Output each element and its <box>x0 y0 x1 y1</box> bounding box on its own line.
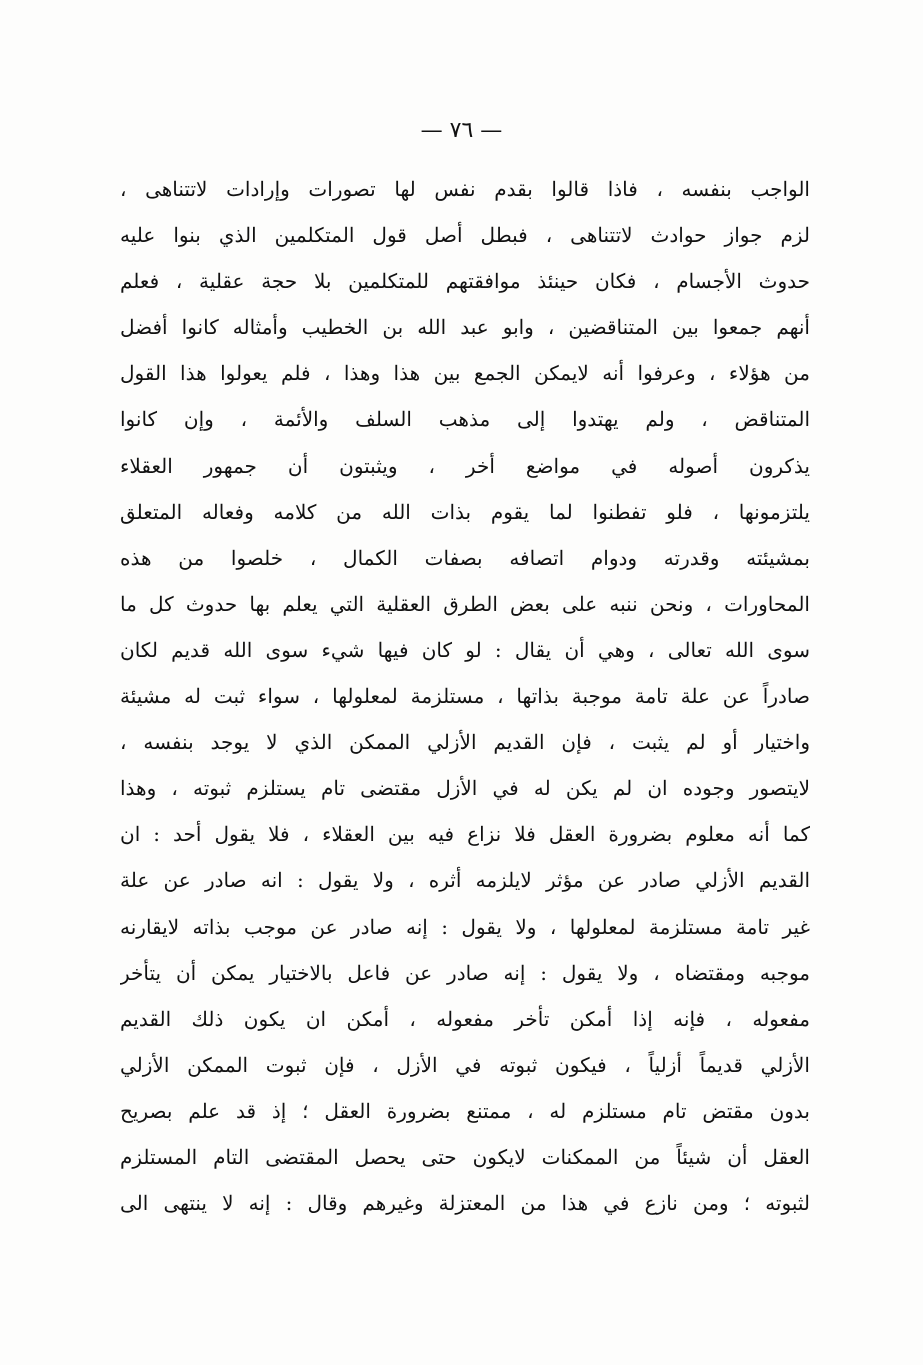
text-line: المحاورات ، ونحن ننبه على بعض الطرق العقلية التي يعلم بها حدوث كل ما <box>120 591 810 616</box>
text-line: مفعوله ، فإنه إذا أمكن تأخر مفعوله ، أمكن ان يكون ذلك القديم <box>120 1006 810 1031</box>
text-line: من هؤلاء ، وعرفوا أنه لايمكن الجمع بين هذا وهذا ، فلم يعولوا هذا القول <box>120 361 810 386</box>
text-line: بمشيئته وقدرته ودوام اتصافه بصفات الكمال ، خلصوا من هذه <box>120 545 810 570</box>
text-line: لزم جواز حوادث لاتتناهى ، فبطل أصل قول المتكلمين الذي بنوا عليه <box>120 223 810 248</box>
text-line: لايتصور وجوده ان لم يكن له في الأزل مقتضى تام يستلزم ثبوته ، وهذا <box>120 776 810 801</box>
text-line: حدوث الأجسام ، فكان حينئذ موافقتهم للمتكلمين بلا حجة عقلية ، فعلم <box>120 269 810 294</box>
text-line: بدون مقتض تام مستلزم له ، ممتنع بضرورة العقل ؛ إذ قد علم بصريح <box>120 1098 810 1123</box>
text-line: أنهم جمعوا بين المتناقضين ، وابو عبد الله بن الخطيب وأمثاله كانوا أفضل <box>120 315 810 340</box>
text-line: يذكرون أصوله في مواضع أخر ، ويثبتون أن جمهور العقلاء <box>120 453 810 478</box>
text-line: العقل أن شيئاً من الممكنات لايكون حتى يحصل المقتضى التام المستلزم <box>120 1144 810 1169</box>
page-number: — ٧٦ — <box>420 118 503 143</box>
text-line: لثبوته ؛ ومن نازع في هذا من المعتزلة وغيرهم وقال : إنه لا ينتهى الى <box>120 1191 810 1216</box>
body-text <box>120 166 810 1226</box>
text-line: صادراً عن علة تامة موجبة بذاتها ، مستلزمة لمعلولها ، سواء ثبت له مشيئة <box>120 684 810 709</box>
text-line: موجبه ومقتضاه ، ولا يقول : إنه صادر عن فاعل بالاختيار يمكن أن يتأخر <box>120 960 810 985</box>
text-line: يلتزمونها ، فلو تفطنوا لما يقوم بذات الله من كلامه وفعاله المتعلق <box>120 499 810 524</box>
text-line: كما أنه معلوم بضرورة العقل فلا نزاع فيه بين العقلاء ، فلا يقول أحد : ان <box>120 822 810 847</box>
text-line: الأزلي قديماً أزلياً ، فيكون ثبوته في الأزل ، فإن ثبوت الممكن الأزلي <box>120 1052 810 1077</box>
text-line: واختيار أو لم يثبت ، فإن القديم الأزلي الممكن الذي لا يوجد بنفسه ، <box>120 730 810 755</box>
text-line: الواجب بنفسه ، فاذا قالوا بقدم نفس لها تصورات وإرادات لاتتناهى ، <box>120 177 810 201</box>
text-line: غير تامة مستلزمة لمعلولها ، ولا يقول : إنه صادر عن موجب بذاته لايقارنه <box>120 914 810 939</box>
text-line: المتناقض ، ولم يهتدوا إلى مذهب السلف والأئمة ، وإن كانوا <box>120 407 810 432</box>
text-line: سوى الله تعالى ، وهي أن يقال : لو كان فيها شيء سوى الله قديم لكان <box>120 637 810 662</box>
text-line: القديم الأزلي صادر عن مؤثر لايلزمه أثره ، ولا يقول : انه صادر عن علة <box>120 868 810 893</box>
